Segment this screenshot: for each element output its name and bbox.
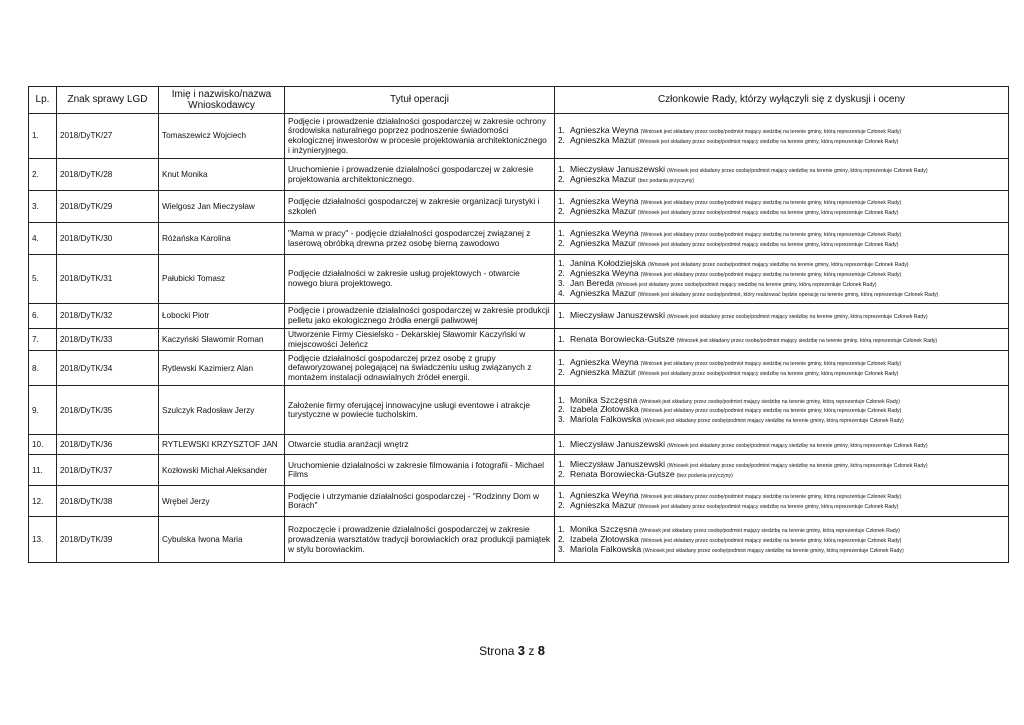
member-number: 2. [558, 501, 565, 511]
table-row [29, 191, 1009, 223]
member-number: 3. [558, 544, 565, 554]
member-name: Agnieszka Mazur [570, 173, 636, 184]
case-number: 2018/DyTK/36 [57, 435, 159, 455]
member-name: Agnieszka Weyna [570, 357, 639, 368]
table-row [29, 351, 1009, 386]
member-number: 1. [558, 491, 565, 501]
member-name: Monika Szczęsna [570, 524, 638, 534]
member-name: Mieczysław Januszewski [570, 459, 666, 470]
council-members-cell [555, 159, 1009, 191]
member-name: Agnieszka Weyna [570, 195, 639, 206]
page-number: 3 [517, 643, 525, 658]
operation-title: Podjęcie i prowadzenie działalności gospodarczej w zakresie ochrony środowiska naturalnego poprzez podnoszenie świadomości ekologicznej inwestorów w procesie projektowania architektonicznego i inżynieryjnego. [285, 114, 555, 159]
member-number: 2. [558, 174, 565, 184]
member-entry [558, 239, 1005, 249]
member-number: 3. [558, 279, 565, 288]
member-number: 2. [558, 136, 565, 145]
case-number: 2018/DyTK/33 [57, 329, 159, 351]
table-row [29, 517, 1009, 563]
member-number: 2. [558, 470, 565, 480]
case-number: 2018/DyTK/34 [57, 351, 159, 386]
member-entry [558, 175, 1005, 185]
council-members-cell [555, 304, 1009, 329]
page-label: Strona [479, 644, 515, 658]
council-members-cell [555, 486, 1009, 517]
council-members-cell [555, 435, 1009, 455]
member-number: 2. [558, 238, 565, 248]
table-row [29, 159, 1009, 191]
row-number: 3. [29, 191, 57, 223]
member-number: 1. [558, 334, 565, 344]
member-exclusion-reason: (Wniosek jest składany przez osobę/podmiot mający siedzibę na terenie gminy, którą reprezentuje Członek Rady) [639, 528, 900, 534]
table-row [29, 435, 1009, 455]
case-number: 2018/DyTK/29 [57, 191, 159, 223]
operation-title: Podjęcie i prowadzenie działalności gospodarczej w zakresie produkcji pelletu jako ekologicznego źródła energii paliwowej [285, 304, 555, 329]
row-number: 9. [29, 386, 57, 435]
member-exclusion-reason: (Wniosek jest składany przez osobę/podmiot mający siedzibę na terenie gminy, którą reprezentuje Członek Rady) [637, 139, 899, 145]
member-exclusion-reason: (Wniosek jest składany przez osobę/podmiot mający siedzibę na terenie gminy, którą reprezentuje Członek Rady) [640, 199, 902, 206]
applicant-name: Tomaszewicz Wojciech [159, 114, 285, 159]
member-name: Mariola Falkowska [570, 414, 642, 425]
member-exclusion-reason: (Wniosek jest składany przez osobę/podmiot mający siedzibę na terenie gminy, którą reprezentuje Członek Rady) [676, 337, 938, 344]
member-exclusion-reason: (bez podania przyczyny) [637, 177, 695, 184]
member-number: 1. [558, 395, 565, 405]
member-name: Agnieszka Mazur [570, 135, 636, 145]
member-exclusion-reason: (Wniosek jest składany przez osobę/podmiot, który realizować będzie operację na terenie gminy, którą reprezentuje Członek Rady) [637, 291, 939, 298]
member-name: Monika Szczęsna [570, 394, 638, 405]
member-exclusion-reason: (Wniosek jest składany przez osobę/podmiot mający siedzibę na terenie gminy, którą reprezentuje Członek Rady) [667, 314, 928, 321]
header-operation-title: Tytuł operacji [285, 87, 555, 114]
member-exclusion-reason: (bez podania przyczyny) [676, 473, 733, 480]
table-body [29, 114, 1009, 563]
council-members-cell [555, 386, 1009, 435]
operation-title: Podjęcie działalności gospodarczej w zakresie organizacji turystyki i szkoleń [285, 191, 555, 223]
member-exclusion-reason: (Wniosek jest składany przez osobę/podmiot mający siedzibę na terenie gminy, którą reprezentuje Członek Rady) [640, 537, 902, 544]
applicant-name: Rytlewski Kazimierz Alan [159, 351, 285, 386]
member-exclusion-reason: (Wniosek jest składany przez osobę/podmiot mający siedzibę na terenie gminy, którą reprezentuje Członek Rady) [637, 371, 899, 378]
council-exclusion-table [28, 86, 1009, 563]
member-name: Agnieszka Mazur [570, 205, 636, 216]
operation-title: Podjęcie działalności gospodarczej przez osobę z grupy defaworyzowanej polegającej na świadczeniu usług związanych z montażem instalacji odnawialnych źródeł energii. [285, 351, 555, 386]
header-council-members: Członkowie Rady, którzy wyłączyli się z dyskusji i oceny [555, 87, 1009, 114]
member-entry [558, 136, 1005, 146]
member-name: Mieczysław Januszewski [570, 163, 666, 174]
member-name: Janina Kołodziejska [570, 258, 646, 269]
case-number: 2018/DyTK/31 [57, 255, 159, 304]
member-exclusion-reason: (Wniosek jest składany przez osobę/podmiot mający siedzibę na terenie gminy, którą reprezentuje Członek Rady) [667, 167, 928, 174]
council-members-cell [555, 455, 1009, 486]
member-number: 2. [558, 534, 565, 544]
member-exclusion-reason: (Wniosek jest składany przez osobę/podmiot mający siedzibę na terenie gminy, którą reprezentuje Członek Rady) [667, 463, 928, 470]
member-name: Mieczysław Januszewski [570, 438, 666, 449]
member-exclusion-reason: (Wniosek jest składany przez osobę/podmiot mający siedzibę na terenie gminy, którą reprezentuje Członek Rady) [639, 398, 900, 405]
member-name: Izabela Złotowska [570, 533, 639, 544]
member-name: Jan Bereda [570, 278, 614, 288]
member-number: 2. [558, 368, 565, 378]
operation-title: Założenie firmy oferującej innowacyjne usługi eventowe i atrakcje turystyczne w powiecie tucholskim. [285, 386, 555, 435]
operation-title: Rozpoczęcie i prowadzenie działalności gospodarczej w zakresie prowadzenia warsztatów tradycji borowiackich oraz produkcji pamiątek w stylu borowiackim. [285, 517, 555, 563]
member-name: Mariola Falkowska [570, 543, 642, 554]
case-number: 2018/DyTK/37 [57, 455, 159, 486]
row-number: 10. [29, 435, 57, 455]
member-name: Agnieszka Weyna [570, 125, 639, 136]
operation-title: Uruchomienie działalności w zakresie filmowania i fotografii - Michael Films [285, 455, 555, 486]
applicant-name: RYTLEWSKI KRZYSZTOF JAN [159, 435, 285, 455]
row-number: 12. [29, 486, 57, 517]
operation-title: "Mama w pracy" - podjęcie działalności gospodarczej związanej z laserową obróbką drewna przez osobę bierną zawodowo [285, 223, 555, 255]
applicant-name: Wielgosz Jan Mieczysław [159, 191, 285, 223]
member-number: 1. [558, 228, 565, 238]
row-number: 11. [29, 455, 57, 486]
member-number: 1. [558, 126, 565, 136]
council-members-cell [555, 191, 1009, 223]
member-entry [558, 415, 1005, 425]
applicant-name: Łobocki Piotr [159, 304, 285, 329]
council-members-cell [555, 114, 1009, 159]
operation-title: Uruchomienie i prowadzenie działalności gospodarczej w zakresie projektowania architektonicznego. [285, 159, 555, 191]
member-name: Agnieszka Mazur [570, 237, 636, 248]
council-members-cell [555, 223, 1009, 255]
header-case-number: Znak sprawy LGD [57, 87, 159, 114]
member-exclusion-reason: (Wniosek jest składany przez osobę/podmiot mający siedzibę na terenie gminy, którą reprezentuje Członek Rady) [640, 231, 902, 238]
member-name: Agnieszka Weyna [570, 490, 639, 501]
table-row [29, 114, 1009, 159]
case-number: 2018/DyTK/39 [57, 517, 159, 563]
member-entry [558, 545, 1005, 555]
member-exclusion-reason: (Wniosek jest składany przez osobę/podmiot mający siedzibę na terenie gminy, którą reprezentuje Członek Rady) [640, 408, 902, 415]
council-members-cell [555, 517, 1009, 563]
table-row [29, 223, 1009, 255]
member-number: 4. [558, 288, 565, 298]
case-number: 2018/DyTK/32 [57, 304, 159, 329]
member-exclusion-reason: (Wniosek jest składany przez osobę/podmiot mający siedzibę na terenie gminy, którą reprezentuje Członek Rady) [640, 272, 902, 279]
member-name: Mieczysław Januszewski [570, 310, 666, 321]
case-number: 2018/DyTK/27 [57, 114, 159, 159]
table-row [29, 486, 1009, 517]
member-name: Agnieszka Weyna [570, 268, 639, 279]
table-row [29, 455, 1009, 486]
header-applicant: Imię i nazwisko/nazwa Wnioskodawcy [159, 87, 285, 114]
member-entry [558, 470, 1005, 480]
member-entry [558, 269, 1005, 279]
council-members-cell [555, 351, 1009, 386]
row-number: 4. [29, 223, 57, 255]
applicant-name: Wrębel Jerzy [159, 486, 285, 517]
member-entry [558, 311, 1005, 321]
header-lp: Lp. [29, 87, 57, 114]
row-number: 8. [29, 351, 57, 386]
member-number: 2. [558, 405, 565, 415]
table-row [29, 304, 1009, 329]
member-exclusion-reason: (Wniosek jest składany przez osobę/podmiot mający siedzibę na terenie gminy, którą reprezentuje Członek Rady) [667, 442, 928, 449]
row-number: 2. [29, 159, 57, 191]
member-number: 3. [558, 415, 565, 425]
operation-title: Podjęcie działalności w zakresie usług projektowych - otwarcie nowego biura projektowego. [285, 255, 555, 304]
page-footer [0, 643, 1024, 658]
member-entry [558, 440, 1005, 450]
member-number: 1. [558, 439, 565, 449]
member-exclusion-reason: (Wniosek jest składany przez osobę/podmiot mający siedzibę na terenie gminy, którą reprezentuje Członek Rady) [647, 262, 909, 269]
member-name: Renata Borowiecka-Gutsze [570, 333, 675, 344]
page-separator: z [528, 644, 535, 658]
member-entry [558, 335, 1005, 345]
applicant-name: Knut Monika [159, 159, 285, 191]
case-number: 2018/DyTK/28 [57, 159, 159, 191]
member-exclusion-reason: (Wniosek jest składany przez osobę/podmiot mający siedzibę na terenie gminy, którą reprezentuje Członek Rady) [615, 282, 877, 288]
member-name: Renata Borowiecka-Gutsze [570, 469, 675, 480]
applicant-name: Szulczyk Radosław Jerzy [159, 386, 285, 435]
applicant-name: Cybulska Iwona Maria [159, 517, 285, 563]
member-name: Izabela Złotowska [570, 404, 639, 415]
case-number: 2018/DyTK/38 [57, 486, 159, 517]
council-members-cell [555, 329, 1009, 351]
case-number: 2018/DyTK/30 [57, 223, 159, 255]
applicant-name: Pałubicki Tomasz [159, 255, 285, 304]
table-header-row [29, 87, 1009, 114]
member-entry [558, 207, 1005, 217]
member-number: 1. [558, 196, 565, 206]
council-members-cell [555, 255, 1009, 304]
member-exclusion-reason: (Wniosek jest składany przez osobę/podmiot mający siedzibę na terenie gminy, którą reprezentuje Członek Rady) [637, 209, 899, 216]
applicant-name: Kozłowski Michał Aleksander [159, 455, 285, 486]
member-entry [558, 368, 1005, 378]
operation-title: Utworzenie Firmy Ciesielsko - Dekarskiej Sławomir Kaczyński w miejscowości Jeleńcz [285, 329, 555, 351]
table-row [29, 255, 1009, 304]
operation-title: Podjęcie i utrzymanie działalności gospodarczej - "Rodzinny Dom w Borach" [285, 486, 555, 517]
member-name: Agnieszka Mazur [570, 367, 636, 378]
member-entry [558, 501, 1005, 511]
member-number: 1. [558, 311, 565, 321]
member-number: 1. [558, 358, 565, 368]
member-exclusion-reason: (Wniosek jest składany przez osobę/podmiot mający siedzibę na terenie gminy, którą reprezentuje Członek Rady) [637, 504, 899, 511]
row-number: 1. [29, 114, 57, 159]
member-exclusion-reason: (Wniosek jest składany przez osobę/podmiot mający siedzibę na terenie gminy, którą reprezentuje Członek Rady) [640, 361, 902, 368]
member-name: Agnieszka Mazur [570, 287, 636, 298]
row-number: 13. [29, 517, 57, 563]
page-total: 8 [537, 643, 545, 658]
member-exclusion-reason: (Wniosek jest składany przez osobę/podmiot mający siedzibę na terenie gminy, którą reprezentuje Członek Rady) [637, 241, 899, 248]
member-exclusion-reason: (Wniosek jest składany przez osobę/podmiot mający siedzibę na terenie gminy, którą reprezentuje Członek Rady) [643, 418, 904, 425]
member-number: 2. [558, 206, 565, 216]
row-number: 6. [29, 304, 57, 329]
table-row [29, 386, 1009, 435]
member-exclusion-reason: (Wniosek jest składany przez osobę/podmiot mający siedzibę na terenie gminy, którą reprezentuje Członek Rady) [640, 494, 902, 501]
member-number: 1. [558, 164, 565, 174]
member-exclusion-reason: (Wniosek jest składany przez osobę/podmiot mający siedzibę na terenie gminy, którą reprezentuje Członek Rady) [640, 129, 902, 136]
applicant-name: Kaczyński Sławomir Roman [159, 329, 285, 351]
member-number: 1. [558, 525, 565, 534]
table-row [29, 329, 1009, 351]
row-number: 5. [29, 255, 57, 304]
member-number: 1. [558, 259, 565, 269]
row-number: 7. [29, 329, 57, 351]
member-entry [558, 289, 1005, 299]
member-number: 1. [558, 460, 565, 470]
member-number: 2. [558, 269, 565, 279]
case-number: 2018/DyTK/35 [57, 386, 159, 435]
operation-title: Otwarcie studia aranżacji wnętrz [285, 435, 555, 455]
member-name: Agnieszka Mazur [570, 500, 636, 511]
member-name: Agnieszka Weyna [570, 227, 639, 238]
applicant-name: Różańska Karolina [159, 223, 285, 255]
member-exclusion-reason: (Wniosek jest składany przez osobę/podmiot mający siedzibę na terenie gminy, którą reprezentuje Członek Rady) [643, 547, 904, 554]
